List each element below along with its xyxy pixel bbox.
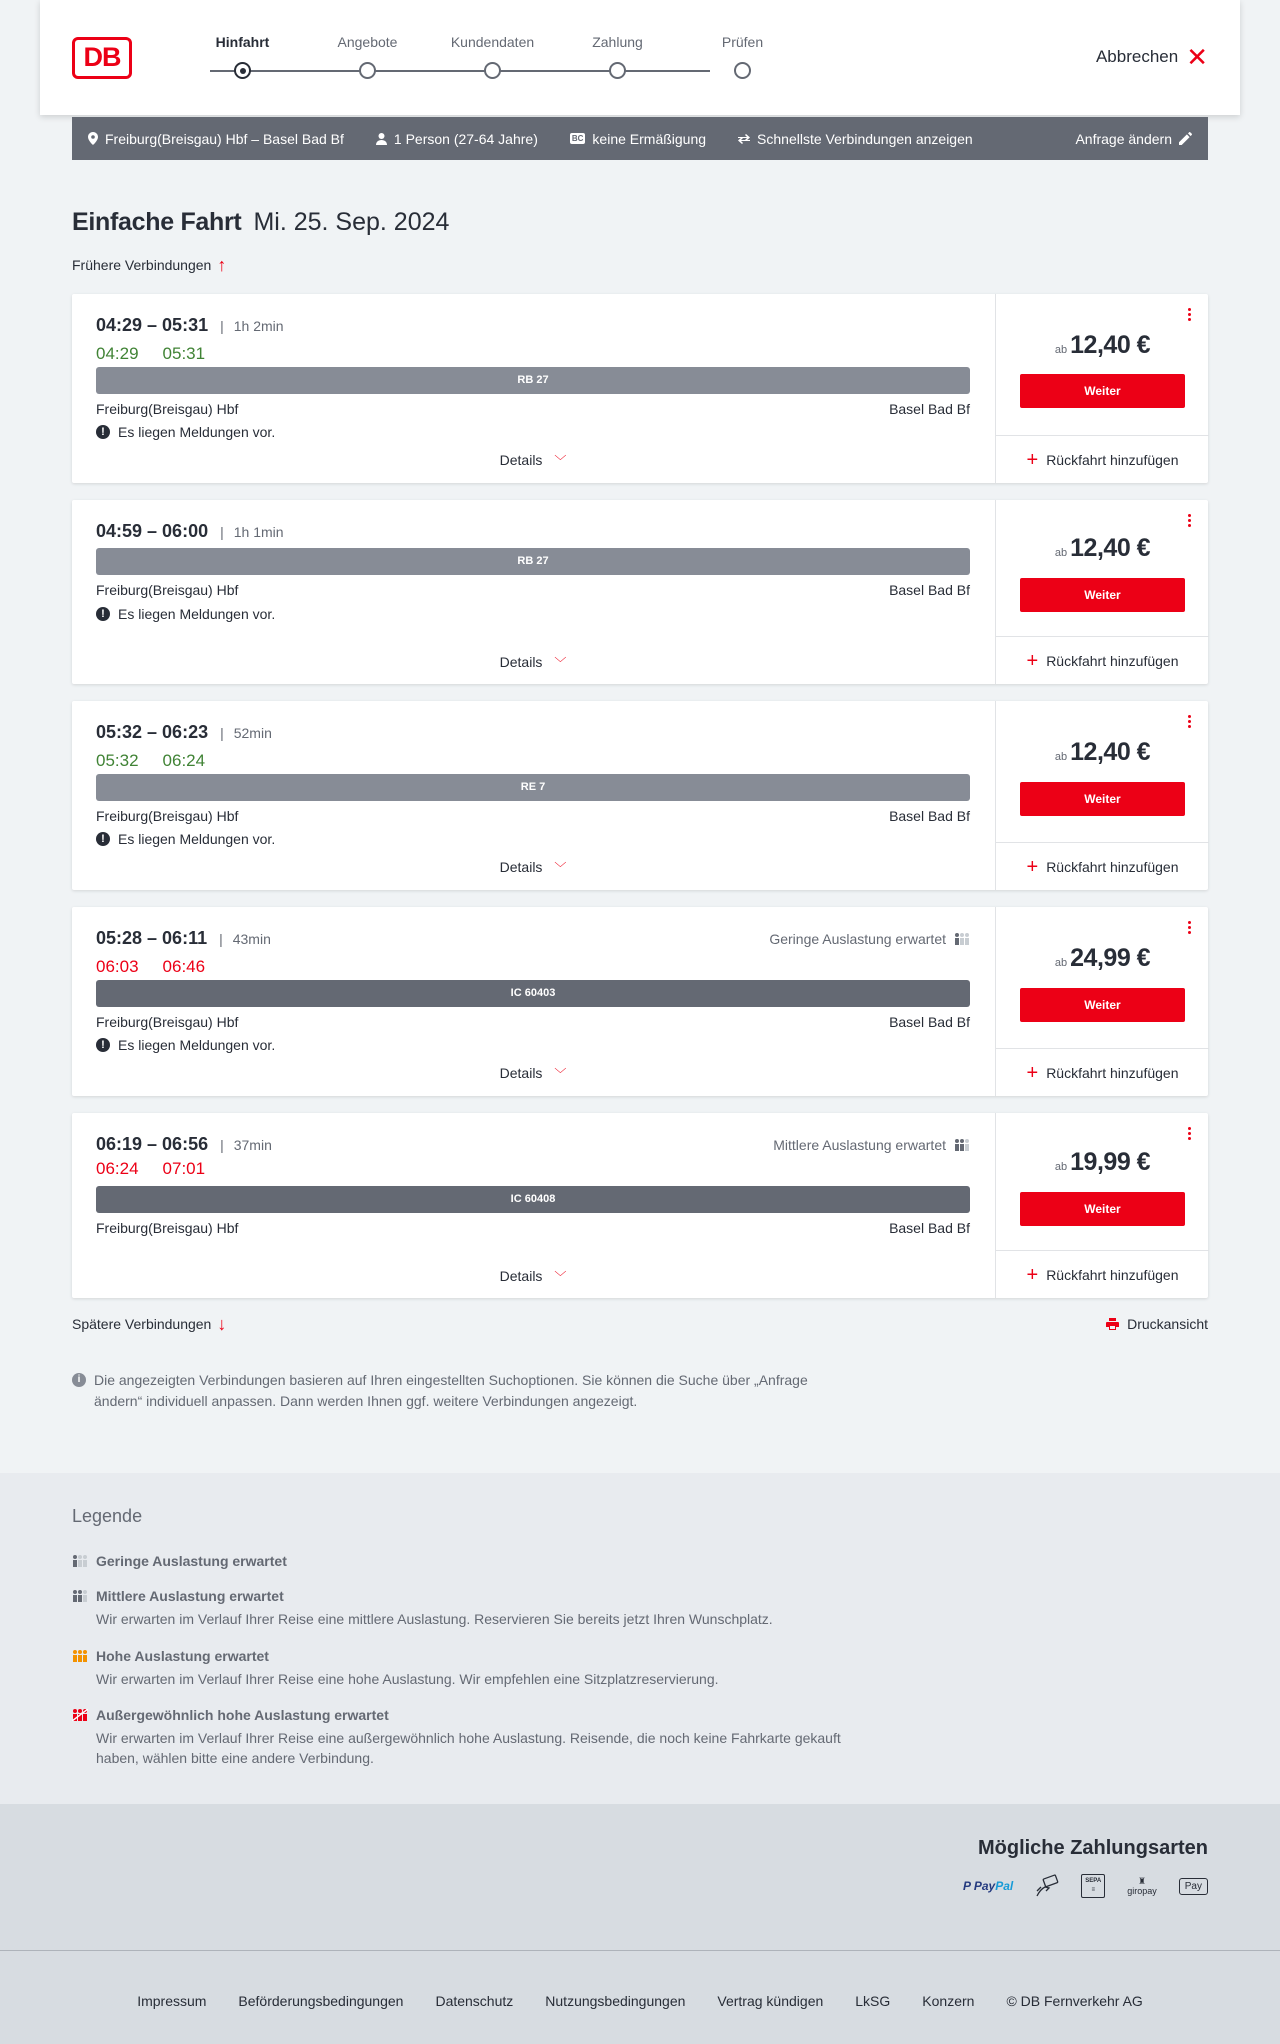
- progress-line: [210, 70, 710, 72]
- cancel-label: Abbrechen: [1095, 47, 1179, 66]
- realtime-departure: 06:03: [96, 957, 139, 976]
- chevron-down-icon: ﹀: [554, 1067, 567, 1081]
- plus-icon: +: [1026, 855, 1039, 878]
- message-notice[interactable]: [96, 424, 275, 440]
- search-info-note: [72, 1370, 852, 1412]
- summary-discount: [570, 131, 706, 147]
- info-icon: i: [72, 1373, 86, 1387]
- continue-button[interactable]: Weiter: [1020, 374, 1185, 408]
- discount-text: keine Ermäßigung: [592, 130, 707, 147]
- realtime-times: [96, 344, 205, 364]
- train-bar[interactable]: RB 27: [96, 367, 970, 394]
- cancel-button[interactable]: [1095, 42, 1208, 72]
- legend-head: Hohe Auslastung erwartet: [96, 1648, 269, 1664]
- arrow-up-icon: ↑: [217, 255, 227, 275]
- add-return-button[interactable]: [996, 1048, 1209, 1096]
- realtime-arrival: 06:46: [162, 957, 206, 976]
- continue-button[interactable]: Weiter: [1020, 988, 1185, 1022]
- departure-station: Freiburg(Breisgau) Hbf: [96, 808, 239, 824]
- duration: 37min: [233, 1137, 272, 1153]
- occupancy-low-icon: [72, 1555, 88, 1567]
- add-return-label: Rückfahrt hinzufügen: [1046, 1266, 1179, 1283]
- scheduled-times: 04:59 – 06:00: [96, 521, 209, 541]
- step-pruefen: [680, 34, 805, 54]
- connection-info: [72, 907, 994, 1096]
- step-label: Hinfahrt: [215, 34, 270, 50]
- bahncard-icon: BC: [571, 134, 584, 143]
- continue-button[interactable]: Weiter: [1020, 578, 1185, 612]
- print-view-link[interactable]: [1106, 1316, 1208, 1332]
- legend-desc: Wir erwarten im Verlauf Ihrer Reise eine mittlere Auslastung. Reservieren Sie bereits jetzt Ihren Wunschplatz.: [96, 1611, 773, 1627]
- add-return-button[interactable]: [996, 636, 1209, 684]
- step-kundendaten: [430, 34, 555, 54]
- price-prefix: ab: [1054, 751, 1068, 763]
- footer-link-konzern[interactable]: Konzern: [922, 1993, 975, 2009]
- header: [40, 0, 1240, 115]
- price-prefix: ab: [1054, 1161, 1068, 1173]
- occupancy-very-high-icon: [72, 1709, 88, 1721]
- add-return-button[interactable]: [996, 842, 1209, 890]
- details-label: Details: [499, 654, 543, 670]
- legend-head: Mittlere Auslastung erwartet: [96, 1588, 284, 1604]
- price-prefix: ab: [1054, 957, 1068, 969]
- more-options-icon[interactable]: [1188, 514, 1192, 529]
- payment-methods-section: [0, 1804, 1280, 1950]
- add-return-label: Rückfahrt hinzufügen: [1046, 451, 1179, 468]
- price-value: 19,99 €: [1070, 1148, 1151, 1176]
- message-notice[interactable]: [96, 606, 275, 622]
- payment-methods-title: Mögliche Zahlungsarten: [977, 1837, 1208, 1859]
- step-label: Zahlung: [592, 34, 643, 50]
- legend-section: [0, 1473, 1280, 1804]
- separator: |: [219, 931, 223, 947]
- travellers-text: 1 Person (27-64 Jahre): [393, 130, 538, 147]
- more-options-icon[interactable]: [1188, 1127, 1192, 1142]
- route-text: Freiburg(Breisgau) Hbf – Basel Bad Bf: [105, 130, 344, 147]
- add-return-button[interactable]: [996, 435, 1209, 483]
- train-bar[interactable]: RB 27: [96, 548, 970, 575]
- price-panel: [995, 1113, 1208, 1298]
- duration: 43min: [232, 931, 271, 947]
- price: [996, 331, 1209, 360]
- connection-times: [96, 521, 284, 542]
- price-value: 12,40 €: [1070, 738, 1151, 766]
- occupancy-medium-icon: [72, 1590, 88, 1602]
- add-return-label: Rückfahrt hinzufügen: [1046, 652, 1179, 669]
- paypal-b: Pal: [995, 1879, 1014, 1893]
- step-dot: [609, 62, 626, 79]
- price-panel: [995, 500, 1208, 684]
- legend-desc: Wir erwarten im Verlauf Ihrer Reise eine hohe Auslastung. Wir empfehlen eine Sitzplatzreservierung.: [96, 1671, 719, 1687]
- trip-type: Einfache Fahrt: [72, 208, 242, 236]
- details-toggle[interactable]: [72, 1065, 994, 1082]
- alert-icon: !: [96, 425, 110, 439]
- step-label: Prüfen: [721, 34, 764, 50]
- connection-info: [72, 701, 994, 890]
- chevron-down-icon: ﹀: [554, 454, 567, 468]
- price-panel: [995, 701, 1208, 890]
- summary-fastest: [738, 131, 973, 147]
- legend-desc: Wir erwarten im Verlauf Ihrer Reise eine außergewöhnlich hohe Auslastung. Reisende, die noch keine Fahrkarte gekauft haben, wählen bitte eine andere Verbindung.: [96, 1730, 841, 1766]
- page-title: [72, 208, 449, 237]
- scheduled-times: 05:32 – 06:23: [96, 722, 209, 742]
- plus-icon: +: [1026, 1061, 1039, 1084]
- connection-times: [96, 928, 271, 949]
- legend-item: [72, 1553, 872, 1569]
- realtime-arrival: 06:24: [162, 751, 206, 770]
- price: [996, 534, 1209, 563]
- sepa-icon: SEPA ≡: [1081, 1874, 1105, 1898]
- footer-links: [0, 1993, 1280, 2009]
- message-text: Es liegen Meldungen vor.: [118, 1037, 276, 1053]
- more-options-icon[interactable]: [1188, 921, 1192, 936]
- footer-link-lksg[interactable]: LkSG: [855, 1993, 891, 2009]
- connection-info: [72, 294, 994, 483]
- connection-card: [72, 907, 1208, 1096]
- more-options-icon[interactable]: [1188, 715, 1192, 730]
- continue-button[interactable]: Weiter: [1020, 782, 1185, 816]
- step-zahlung: [555, 34, 680, 54]
- chevron-down-icon: ﹀: [554, 861, 567, 875]
- message-notice[interactable]: [96, 1037, 275, 1053]
- realtime-arrival: 05:31: [162, 344, 206, 363]
- step-label: Angebote: [337, 34, 398, 50]
- plus-icon: +: [1026, 1263, 1039, 1286]
- legend-item: [72, 1588, 872, 1629]
- occupancy-text: Mittlere Auslastung erwartet: [773, 1137, 946, 1153]
- arrival-station: Basel Bad Bf: [889, 1014, 970, 1030]
- footer-copyright: © DB Fernverkehr AG: [1006, 1993, 1143, 2009]
- arrow-down-icon: ↓: [217, 1314, 227, 1334]
- earlier-connections-link[interactable]: [72, 257, 226, 273]
- details-label: Details: [499, 1065, 543, 1081]
- swap-arrows-icon: [738, 134, 750, 144]
- credit-card-hand-icon: [1035, 1874, 1059, 1898]
- legend-head: Geringe Auslastung erwartet: [96, 1553, 287, 1569]
- realtime-times: [96, 751, 205, 771]
- departure-station: Freiburg(Breisgau) Hbf: [96, 1014, 239, 1030]
- add-return-label: Rückfahrt hinzufügen: [1046, 1064, 1179, 1081]
- search-summary-bar: [72, 117, 1208, 160]
- price-prefix: ab: [1054, 344, 1068, 356]
- progress-steps: [180, 34, 764, 84]
- occupancy-indicator: [769, 931, 970, 947]
- connection-info: [72, 500, 994, 684]
- summary-travellers: [376, 131, 538, 147]
- chevron-down-icon: ﹀: [554, 1270, 567, 1284]
- connection-card: [72, 1113, 1208, 1298]
- print-label: Druckansicht: [1127, 1316, 1208, 1332]
- scheduled-times: 05:28 – 06:11: [96, 928, 208, 948]
- message-text: Es liegen Meldungen vor.: [118, 831, 276, 847]
- price: [996, 1148, 1209, 1177]
- details-label: Details: [499, 452, 543, 468]
- realtime-departure: 06:24: [96, 1159, 139, 1178]
- train-bar[interactable]: IC 60403: [96, 980, 970, 1007]
- step-label: Kundendaten: [450, 34, 535, 50]
- later-connections-link[interactable]: [72, 1316, 226, 1332]
- apple-pay-label: Pay: [1184, 1880, 1202, 1892]
- step-dot-active: [234, 62, 251, 79]
- train-bar[interactable]: IC 60408: [96, 1186, 970, 1213]
- connection-times: [96, 1134, 272, 1155]
- step-dot: [734, 62, 751, 79]
- paypal-a: Pay: [973, 1879, 996, 1893]
- connection-times: [96, 722, 272, 743]
- message-text: Es liegen Meldungen vor.: [118, 424, 276, 440]
- step-dot: [359, 62, 376, 79]
- train-bar[interactable]: RE 7: [96, 774, 970, 801]
- alert-icon: !: [96, 1038, 110, 1052]
- arrival-station: Basel Bad Bf: [889, 1220, 970, 1236]
- add-return-button[interactable]: [996, 1250, 1209, 1298]
- price-panel: [995, 907, 1208, 1096]
- footer-link-impressum[interactable]: Impressum: [137, 1993, 207, 2009]
- arrival-station: Basel Bad Bf: [889, 582, 970, 598]
- price-prefix: ab: [1054, 547, 1068, 559]
- footer-link-kuendigen[interactable]: Vertrag kündigen: [717, 1993, 824, 2009]
- separator: |: [220, 1137, 224, 1153]
- alert-icon: !: [96, 607, 110, 621]
- occupancy-high-icon: [72, 1650, 88, 1662]
- step-dot: [484, 62, 501, 79]
- duration: 1h 1min: [233, 524, 284, 540]
- arrival-station: Basel Bad Bf: [889, 808, 970, 824]
- legend-item: [72, 1707, 872, 1768]
- departure-station: Freiburg(Breisgau) Hbf: [96, 1220, 239, 1236]
- realtime-times: [96, 1159, 205, 1179]
- continue-button[interactable]: Weiter: [1020, 1192, 1185, 1226]
- footer-link-nutzung[interactable]: Nutzungsbedingungen: [545, 1993, 686, 2009]
- duration: 1h 2min: [233, 318, 284, 334]
- giropay-label: giropay: [1127, 1886, 1157, 1896]
- apple-pay-icon: [1179, 1878, 1208, 1895]
- separator: |: [220, 524, 224, 540]
- legend-title: Legende: [72, 1506, 143, 1526]
- printer-icon: [1106, 1318, 1119, 1330]
- footer-link-befoerderung[interactable]: Beförderungsbedingungen: [238, 1993, 404, 2009]
- fastest-text: Schnellste Verbindungen anzeigen: [757, 130, 973, 147]
- connection-info: [72, 1113, 994, 1298]
- step-hinfahrt: [180, 34, 305, 54]
- message-text: Es liegen Meldungen vor.: [118, 606, 276, 622]
- duration: 52min: [233, 725, 272, 741]
- change-request-button[interactable]: [1075, 131, 1192, 147]
- footer: [0, 1950, 1280, 2044]
- price-value: 12,40 €: [1070, 534, 1151, 562]
- pencil-icon: [1179, 132, 1192, 145]
- details-label: Details: [499, 859, 543, 875]
- plus-icon: +: [1026, 448, 1039, 471]
- price-value: 24,99 €: [1070, 944, 1151, 972]
- step-angebote: [305, 34, 430, 54]
- occupancy-low-icon: [954, 933, 970, 945]
- arrival-station: Basel Bad Bf: [889, 401, 970, 417]
- connection-card: [72, 500, 1208, 684]
- details-label: Details: [499, 1268, 543, 1284]
- giropay-icon: ♜ giropay: [1127, 1876, 1157, 1896]
- add-return-label: Rückfahrt hinzufügen: [1046, 858, 1179, 875]
- price: [996, 944, 1209, 973]
- separator: |: [220, 725, 224, 741]
- details-toggle[interactable]: [72, 452, 994, 469]
- change-request-label: Anfrage ändern: [1075, 130, 1172, 147]
- footer-link-datenschutz[interactable]: Datenschutz: [435, 1993, 514, 2009]
- connection-card: [72, 294, 1208, 483]
- location-pin-icon: [88, 132, 98, 145]
- price-panel: [995, 294, 1208, 483]
- connection-times: [96, 315, 284, 336]
- separator: |: [220, 318, 224, 334]
- price-value: 12,40 €: [1070, 331, 1151, 359]
- realtime-times: [96, 957, 205, 977]
- alert-icon: !: [96, 832, 110, 846]
- db-logo[interactable]: DB: [72, 37, 132, 79]
- occupancy-indicator: [773, 1137, 970, 1153]
- sepa-label: SEPA: [1085, 1878, 1102, 1884]
- connection-card: [72, 701, 1208, 890]
- info-text: Die angezeigten Verbindungen basieren auf Ihren eingestellten Suchoptionen. Sie können die Suche über „Anfrage ändern“ individuell anpassen. Dann werden Ihnen ggf. weitere Verbindungen angezeigt.: [94, 1372, 808, 1409]
- scheduled-times: 04:29 – 05:31: [96, 315, 209, 335]
- occupancy-medium-icon: [954, 1139, 970, 1151]
- plus-icon: +: [1026, 649, 1039, 672]
- realtime-arrival: 07:01: [162, 1159, 206, 1178]
- occupancy-text: Geringe Auslastung erwartet: [769, 931, 946, 947]
- later-label: Spätere Verbindungen: [72, 1316, 212, 1332]
- more-options-icon[interactable]: [1188, 308, 1192, 323]
- summary-route: [88, 131, 344, 147]
- paypal-logo-icon: P PayPal: [962, 1879, 1014, 1893]
- person-icon: [376, 133, 387, 145]
- details-toggle[interactable]: [72, 654, 994, 671]
- payment-logos: [963, 1874, 1208, 1898]
- realtime-departure: 05:32: [96, 751, 139, 770]
- legend-head: Außergewöhnlich hohe Auslastung erwartet: [96, 1707, 389, 1723]
- message-notice[interactable]: [96, 831, 275, 847]
- departure-station: Freiburg(Breisgau) Hbf: [96, 582, 239, 598]
- departure-station: Freiburg(Breisgau) Hbf: [96, 401, 239, 417]
- chevron-down-icon: ﹀: [554, 656, 567, 670]
- realtime-departure: 04:29: [96, 344, 139, 363]
- trip-date: Mi. 25. Sep. 2024: [253, 208, 450, 236]
- close-icon: ✕: [1186, 42, 1208, 72]
- details-toggle[interactable]: [72, 1268, 994, 1285]
- details-toggle[interactable]: [72, 859, 994, 876]
- legend-item: [72, 1648, 872, 1689]
- price: [996, 738, 1209, 767]
- earlier-label: Frühere Verbindungen: [72, 257, 212, 273]
- scheduled-times: 06:19 – 06:56: [96, 1134, 209, 1154]
